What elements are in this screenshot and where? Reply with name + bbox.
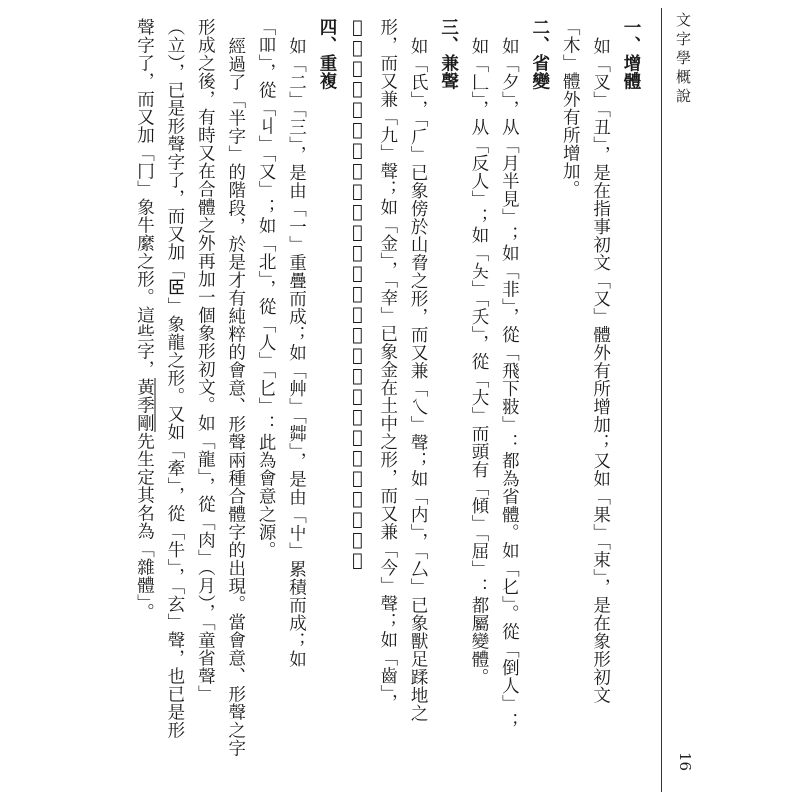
section-heading-3: 三、兼聲 [438, 18, 459, 90]
section-heading-1: 一、增體 [621, 18, 641, 90]
text-line: 經過了「半字」的階段，於是才有純粹的會意、形聲兩種合體字的出現。當會意、形聲之字 [225, 37, 246, 758]
page-number: 16 [676, 752, 694, 772]
text-line [129, 18, 159, 788]
header-divider [661, 8, 662, 792]
section-heading-2: 二、省變 [529, 18, 550, 90]
person-name: 黃季剛 [134, 378, 155, 432]
text-line: 如「氏」，「𠂆」已象傍於山脅之形，而又兼「乀」聲；如「内」，「厶」已象獸足蹂地之 [408, 37, 429, 723]
text-line: 「木」體外有所增加。 [560, 18, 581, 198]
text-line: 如「夕」，从「月半見」；如「非」，從「飛下翄」：都為省體。如「𠤎」。從「倒人」； [499, 37, 520, 731]
text-line: 形成之後，有時又在合體之外再加一個象形初文。如「龍」，從「肉」（月），「童省聲」 [195, 18, 216, 703]
vertical-body-text [100, 18, 646, 788]
text-line: 形，而又兼「九」聲；如「金」，「㚔」已象金在土中之形，而又兼「今」聲；如「齒」， [377, 18, 398, 712]
text-segment: 先生定其名為「雜體」。 [134, 432, 155, 622]
text-segment: 聲字了，而又加「冂」象牛縻之形。這些字， [134, 18, 155, 378]
text-line: 「吅」，從「丩」「又」；如「北」，從「人」「匕」：此為會意之源。 [256, 18, 277, 559]
section-heading-4: 四、重複 [316, 18, 337, 90]
running-title: 文字學概說 [674, 12, 692, 107]
text-line: 如「叉」「丑」，是在指事初文「又」體外有所增加；又如「果」「束」，是在象形初文 [590, 37, 611, 705]
text-line: 「𠚕」已象口中有齒之形，而又兼「止」聲：此為形聲之源。 [347, 18, 368, 572]
text-line: （立），已是形聲字了，而又加「𦣞」象龍之形。又如「牽」，從「牛」，「玄」聲，也已是形 [164, 18, 185, 739]
text-line: 如「二」「三」，是由「一」重疊而成；如「艸」「茻」，是由「屮」累積而成；如 [286, 37, 307, 669]
text-line: 如「𠃊」，从「反人」；如「夨」「夭」，從「大」而頭有「傾」「屈」：都屬變體。 [468, 37, 489, 687]
